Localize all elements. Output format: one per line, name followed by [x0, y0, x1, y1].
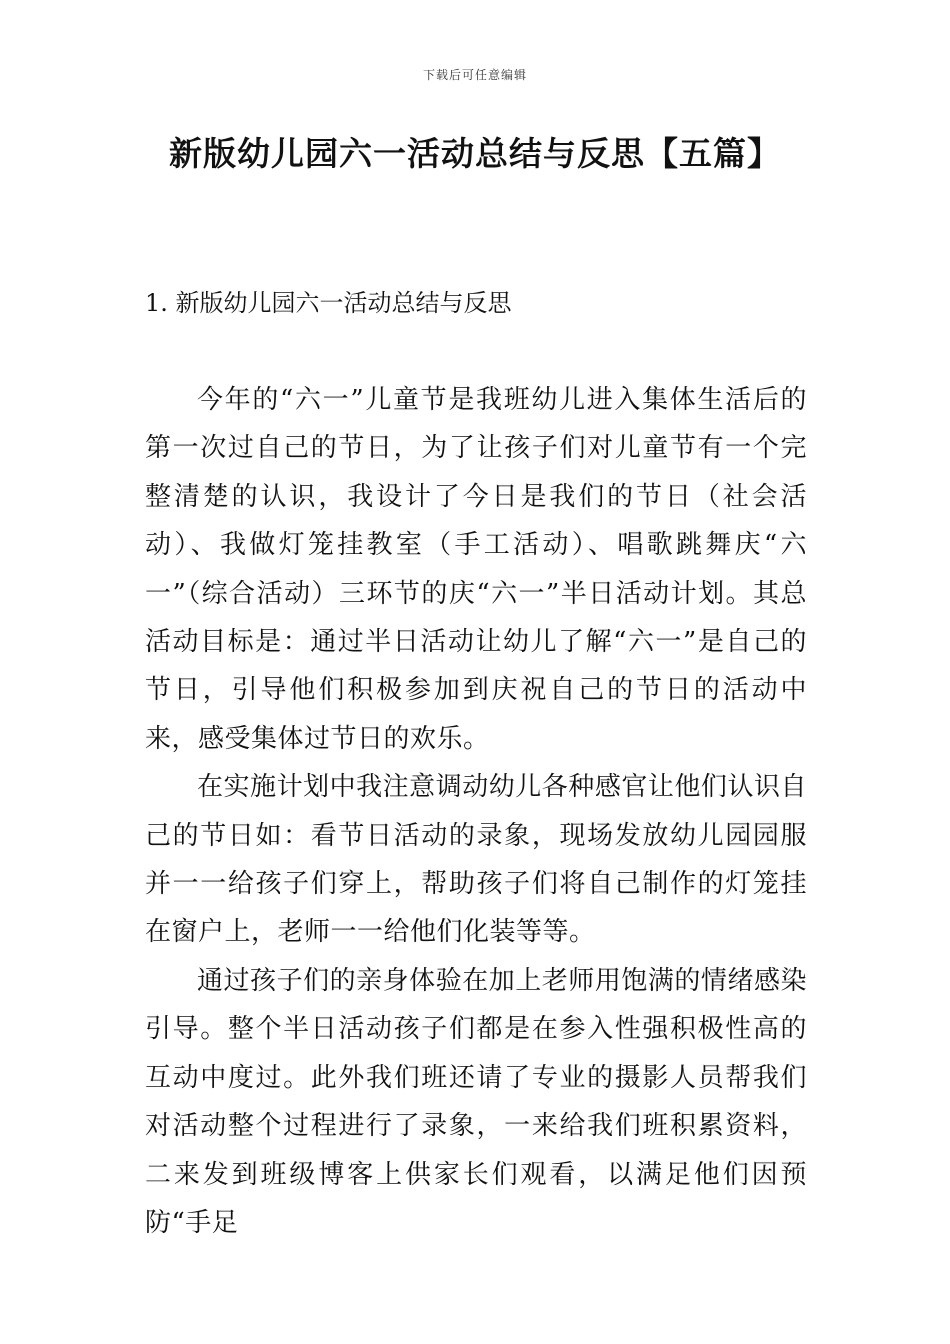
section-heading: 1. 新版幼儿园六一活动总结与反思	[145, 289, 512, 317]
document-title: 新版幼儿园六一活动总结与反思【五篇】	[169, 134, 781, 173]
header-note: 下载后可任意编辑	[422, 68, 527, 82]
body-text	[145, 376, 807, 1247]
paragraph-3: 通过孩子们的亲身体验在加上老师用饱满的情绪感染引导。整个半日活动孩子们都是在参入性强积极性高的互动中度过。此外我们班还请了专业的摄影人员帮我们对活动整个过程进行了录象，一来给我们班积累资料，二来发到班级博客上供家长们观看，以满足他们因预防“手足	[145, 965, 807, 1238]
paragraph-1: 今年的“六一”儿童节是我班幼儿进入集体生活后的第一次过自己的节日，为了让孩子们对儿童节有一个完整清楚的认识，我设计了今日是我们的节日（社会活动）、我做灯笼挂教室（手工活动）、唱歌跳舞庆“六一”（综合活动）三环节的庆“六一”半日活动计划。其总活动目标是：通过半日活动让幼儿了解“六一”是自己的节日，引导他们积极参加到庆祝自己的节日的活动中来，感受集体过节日的欢乐。	[145, 385, 807, 754]
paragraph-2: 在实施计划中我注意调动幼儿各种感官让他们认识自己的节日如：看节日活动的录象，现场发放幼儿园园服并一一给孩子们穿上，帮助孩子们将自己制作的灯笼挂在窗户上，老师一一给他们化装等等。	[145, 772, 807, 948]
